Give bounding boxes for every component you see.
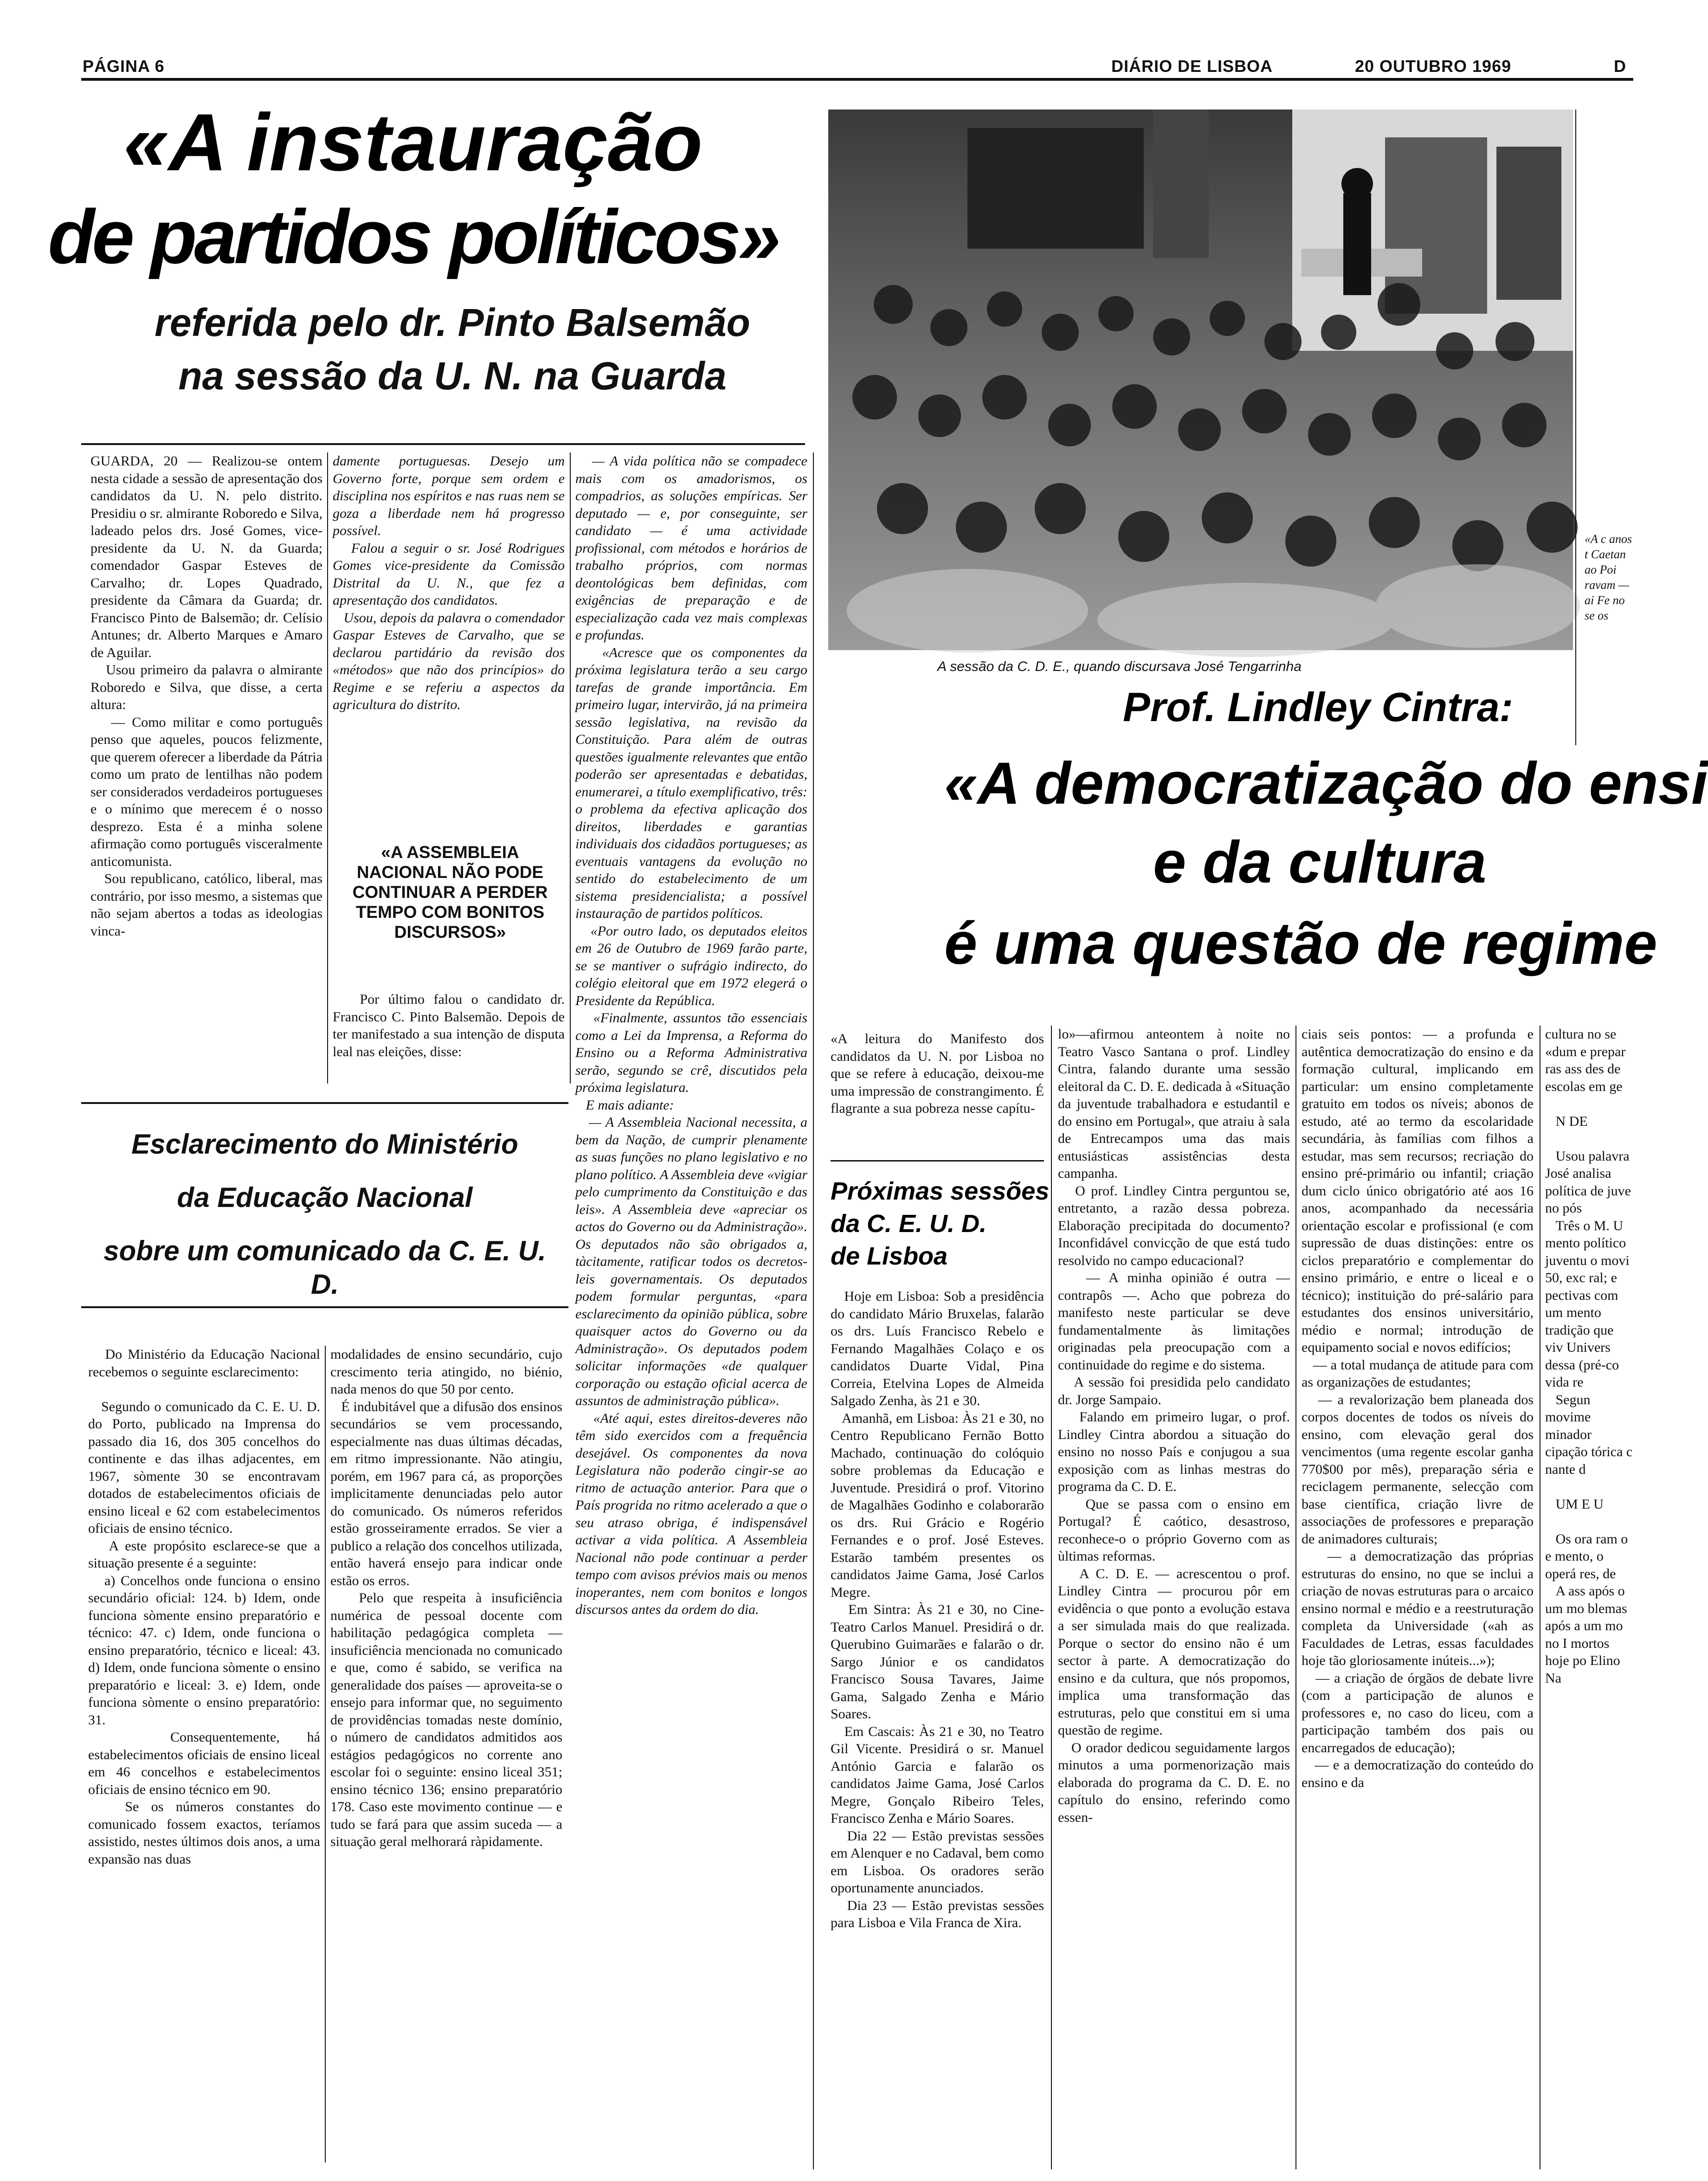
article1-box-heading: «A ASSEMBLEIA NACIONAL NÃO PODE CONTINUAR A PERDER TEMPO COM BONITOS DISCURSOS»	[352, 843, 548, 942]
article2-headline-line1: Esclarecimento do Ministério	[131, 1129, 518, 1160]
column-divider	[325, 1346, 326, 2162]
article3-headline-line2: e da cultura	[1153, 829, 1487, 896]
article1-headline-line1: «A instauração	[123, 97, 703, 188]
sessions-headline-line2: da C. E. U. D.	[831, 1210, 987, 1238]
session-photo	[828, 110, 1573, 650]
newspaper-name: DIÁRIO DE LISBOA	[1111, 57, 1273, 76]
sessions-body: Hoje em Lisboa: Sob a presidência do candidato Mário Bruxelas, falarão os drs. Luís Francisco Rebelo e Fernando Magalhães Colaço e os candidatos Duarte Vidal, Pina Correia, Etelvina Lopes de Almeida Salgado Zenha, às 21 e 30. Amanhã, em Lisboa: Às 21 e 30, no Centro Republicano Fernão Botto Machado, continuação do colóquio sobre problemas da Educação e Juventude. Presidirá o prof. Vitorino de Magalhães Godinho e colaborarão os drs. Rui Grácio e Rogério Fernandes e o prof. José Esteves. Estarão também presentes os candidatos Jaime Gama, José Carlos Megre. Em Sintra: Às 21 e 30, no Cine-Teatro Carlos Manuel. Presidirá o dr. Querubino Guimarães e falarão o dr. Sargo Júnior e os candidatos Francisco Sousa Tavares, Jaime Gama, Salgado Zenha e Mário Soares. Em Cascais: Às 21 e 30, no Teatro Gil Vicente. Presidirá o sr. Manuel António Garcia e falarão os candidatos Jaime Gama, José Carlos Megre, Gonçalo Ribeiro Teles, Francisco Zenha e Mário Soares. Dia 22 — Estão previstas sessões em Alenquer e no Cadaval, bem como em Lisboa. Os oradores serão oportunamente anunciados. Dia 23 — Estão previstas sessões para Lisboa e Vila Franca de Xira.	[831, 1289, 1044, 1930]
photo-caption: A sessão da C. D. E., quando discursava José Tengarrinha	[937, 659, 1302, 674]
header-rule	[81, 78, 1633, 81]
article2-headline-line3: sobre um comunicado da C. E. U. D.	[103, 1235, 546, 1300]
article3-headline-line1: «A democratização do ensi	[944, 750, 1708, 817]
page-number: PÁGINA 6	[83, 57, 165, 76]
column-divider	[813, 452, 814, 2169]
edge-article-fragment: «A c anos t Caetan ao Poi ravam —ai Fe no se os	[1585, 532, 1635, 622]
article3-intro: «A leitura do Manifesto dos candidatos da U. N. por Lisboa no que se refere à educação, deixou-me uma impressão de constrangimento. É flagrante a sua pobreza nesse capítu-	[831, 1031, 1048, 1116]
article3-headline-line3: é uma questão de regime	[944, 910, 1657, 977]
article3-column3: ciais seis pontos: — a profunda e autêntica democratização do ensino e da formação cultural, implicando em particular: um ensino completamente gratuito em todos os níveis; abonos de estudo, até ao termo da escolaridade secundária, às famílias com filhos a estudar, mas sem recursos; recriação do ensino pré-primário ou infantil; criação dum ciclo único obrigatório até aos 16 anos, acompanhado da necessária orientação escolar e profissional (e com supressão de duas distinções: entre os ciclos preparatório e complementar do ensino primário, e entre o liceal e o técnico); instituição do pré-salário para estudantes dos ensinos universitário, médio e normal; introdução de equipamento social e novos edifícios; — a total mudança de atitude para com as organizações de estudantes; — a revalorização bem planeada dos corpos docentes de todos os níveis do ensino, com elevação geral dos vencimentos (uma regente escolar ganha 770$00 por mês), preparação séria e reciclagem permanente, selecção com base científica, criação livre de associações de professores e preparação de animadores culturais; — a democratização das próprias estruturas do ensino, no que se inclui a criação de novas estruturas para o arcaico ensino normal e médio e a reestruturação completa da Universidade («ah as Faculdades de Letras, essas faculdades hoje tão gloriosamente inúteis...»); — a criação de órgãos de debate livre (com a participação de alunos e professores e, no caso do liceu, com a participação também dos pais ou encarregados de educação); — e a democratização do conteúdo do ensino e da	[1302, 1026, 1534, 1790]
column-divider	[1051, 1026, 1052, 2169]
column-divider	[570, 452, 571, 1084]
article3-column4-fragment: cultura no se «dum e prepar ras ass des de escolas em ge N DE Usou palavra José analisa política de juve no pós Três o M. U mento político juventu o movi 50, exc ral; e pectivas com um mento tradição que viv Univers dessa (pré-co vida re Segun movime minador cipação tórica c nante d UM E U Os ora ram o e mento, o operá res, de A ass após o um mo blemas após a um mo no I mortos hoje po Elino Na	[1545, 1026, 1633, 1686]
article1-subhead-line1: referida pelo dr. Pinto Balsemão	[155, 301, 750, 344]
article1-column2a: damente portuguesas. Desejo um Governo forte, porque sem ordem e disciplina nos espíritos e nas ruas nem se goza a liberdade nem há progresso possível. Falou a seguir o sr. José Rodrigues Gomes vice-presidente da Comissão Distrital da U. N., que fez a apresentação dos candidatos. Usou, depois da palavra o comendador Gaspar Esteves de Carvalho, que se declarou partidário da revisão dos «métodos» que não dos princípios» do Regime e se referiu a aspectos da agricultura do distrito.	[333, 453, 565, 712]
sessions-top-rule	[831, 1160, 1044, 1161]
column-divider	[1575, 110, 1576, 745]
article3-kicker: Prof. Lindley Cintra:	[1123, 684, 1513, 730]
article1-column1: GUARDA, 20 — Realizou-se ontem nesta cidade a sessão de apresentação dos candidatos da U. N. pelo distrito. Presidiu o sr. almirante Roboredo e Silva, ladeado pelos drs. José Gomes, vice-presidente da U. N. da Guarda; comendador Gaspar Esteves de Carvalho; dr. Lopes Quadrado, presidente da Câmara da Guarda; dr. Francisco Pinto de Balsemão; dr. Celísio Antunes; dr. Alberto Marques e Amaro de Aguilar. Usou primeiro da palavra o almirante Roboredo e Silva, que disse, a certa altura: — Como militar e como português penso que aqueles, poucos felizmente, que querem oferecer a liberdade da Pátria como um prato de lentilhas não podem ser considerados verdadeiros portugueses e o mínimo que merecem é o nosso desprezo. Esta é a minha solene afirmação como português visceralmente anticomunista. Sou republicano, católico, liberal, mas contrário, por isso mesmo, a sistemas que não sejam abertos a todas as ideologias vinca-	[90, 453, 323, 939]
article1-top-rule	[81, 443, 805, 445]
article1-subhead-line2: na sessão da U. N. na Guarda	[178, 354, 727, 398]
issue-date: 20 OUTUBRO 1969	[1355, 57, 1512, 76]
sessions-headline-line1: Próximas sessões	[831, 1177, 1050, 1205]
article1-column2b: Por último falou o candidato dr. Francisco C. Pinto Balsemão. Depois de ter manifestado a sua intenção de disputa leal nas eleições, disse:	[333, 992, 568, 1059]
article2-headline-line2: da Educação Nacional	[177, 1182, 473, 1213]
sessions-headline-line3: de Lisboa	[831, 1242, 948, 1270]
crowd-photo-illustration	[828, 110, 1573, 650]
article2-column2: modalidades de ensino secundário, cujo crescimento teria atingido, no biénio, nada menos do que 50 por cento. É indubitável que a difusão dos ensinos secundários se vem processando, especialmente nas duas últimas décadas, em ritmo impressionante. Não atingiu, porém, em 1967 para cá, as proporções implicitamente denunciadas pelo autor do comunicado. Os números referidos estão grosseiramente errados. Se vier a publico a relação dos concelhos utilizada, então haverá ensejo para indicar onde estão os erros. Pelo que respeita à insuficiência numérica de pessoal docente com habilitação pedagógica completa — insuficiência mencionada no comunicado e que, como é sabido, se verifica na generalidade dos países — aproveita-se o ensejo para informar que, no seguimento de providências tomadas neste domínio, o número de candidatos admitidos aos estágios pedagógicos no corrente ano escolar foi o seguinte: ensino liceal 351; ensino técnico 136; ensino preparatório 178. Caso este movimento continue — e tudo se fará para que assim suceda — a situação geral melhorará ràpidamente.	[330, 1347, 563, 1849]
edge-letter: D	[1614, 57, 1626, 76]
article2-bottom-rule	[81, 1306, 568, 1308]
article2-top-rule	[81, 1102, 568, 1104]
article3-column2: lo»—afirmou anteontem à noite no Teatro Vasco Santana o prof. Lindley Cintra, falando durante uma sessão eleitoral da C. D. E. dedicada à «Situação da juventude trabalhadora e estudantil e do ensino em Portugal», que atraiu à sala de Entrecampos uma das mais entusiásticas assistências desta campanha. O prof. Lindley Cintra perguntou se, entretanto, a razão dessa pobreza. Elaboração precipitada do documento? Inconfidável convicção de que está tudo resolvido no campo educacional? — A minha opinião é outra — contrapôs —. Acho que pobreza do manifesto neste particular se deve fundamentalmente às limitações originadas pela preocupação com a continuidade do regime e do sistema. A sessão foi presidida pelo candidato dr. Jorge Sampaio. Falando em primeiro lugar, o prof. Lindley Cintra abordou a situação do ensino no nosso País e conjugou a sua exposição com as linhas mestras do programa da C. D. E. Que se passa com o ensino em Portugal? É caótico, desastroso, reconhece-o o próprio Governo com as ùltimas reformas. A C. D. E. — acrescentou o prof. Lindley Cintra — procurou pôr em evidência o que ponto a evolução estava a ser simulada mais do que realizada. Porque o sector do ensino não é um sector à parte. A democratização do ensino e da cultura, que nós propomos, implica uma transformação das estruturas, pelo que constitui em si uma questão de regime. O orador dedicou seguidamente largos minutos a uma pormenorização mais elaborada do programa da C. D. E. no capítulo do ensino, referindo como essen-	[1058, 1026, 1290, 1825]
article1-headline-line2: de partidos políticos»	[48, 194, 778, 279]
article1-column3: — A vida política não se compadece mais com os amadorismos, os compadrios, as soluções empíricas. Ser deputado — e, por conseguinte, ser candidato — é uma actividade profissional, com métodos e horários de trabalho próprios, com normas deontológicas bem definidas, com exigências de preparação e de especialização cada vez mais complexas e profundas. «Acresce que os componentes da próxima legislatura terão a seu cargo tarefas de grande importância. Em primeiro lugar, intervirão, já na primeira sessão legislativa, na revisão da Constituição. Para além de outras questões igualmente relevantes que então poderão ser apresentadas e debatidas, enumerarei, a título exemplificativo, três: o problema da efectiva aplicação dos direitos, liberdades e garantias individuais dos cidadãos portugueses; as eventuais vantagens da evolução no sentido do estabelecimento de um sistema presidencialista; a possível instauração de partidos políticos. «Por outro lado, os deputados eleitos em 26 de Outubro de 1969 farão parte, se se mantiver o sufrágio indirecto, do colégio eleitoral que em 1972 elegerá o Presidente da República. «Finalmente, assuntos tão essenciais como a Lei da Imprensa, a Reforma do Ensino ou a Reforma Administrativa serão, segundo se crê, discutidos pela próxima legislatura. E mais adiante: — A Assembleia Nacional necessita, a bem da Nação, de cumprir plenamente as suas funções no plano legislativo e no plano político. A Assembleia deve «vigiar pelo cumprimento da Constituição e das leis». A Assembleia deve «apreciar os actos do Governo ou da Administração». Os deputados não são obrigados a, tàcitamente, ratificar todos os decretos-leis governamentais. Os deputados podem formular perguntas, «para esclarecimento da opinião pública, sobre quaisquer actos do Governo ou da Administração». Os deputados podem solicitar informações «de qualquer corporação ou estação oficial acerca de assuntos de administração pública». «Até aqui, estes direitos-deveres não têm sido exercidos com a frequência desejável. Os componentes da nova Legislatura não poderão cingir-se ao ritmo de actuação anterior. Para que o País progrida no ritmo acelerado a que o seu atraso obriga, é indispensável activar a vida política. A Assembleia Nacional não pode continuar a perder tempo com avisos prévios mais ou menos inoperantes, nem com bonitos e longos discursos antes da ordem do dia.	[575, 453, 808, 1617]
column-divider	[327, 452, 328, 1084]
article2-column1: Do Ministério da Educação Nacional recebemos o seguinte esclarecimento: Segundo o comunicado da C. E. U. D. do Porto, publicado na Imprensa do passado dia 16, dos 305 concelhos do continente e das ilhas adjacentes, em 1967, sòmente 30 se encontravam dotados de estabelecimentos oficiais de ensino liceal e 62 com estabelecimentos oficiais de ensino técnico. A este propósito esclarece-se que a situação presente é a seguinte: a) Concelhos onde funciona o ensino secundário oficial: 124. b) Idem, onde funciona sòmente ensino preparatório e técnico: 47. c) Idem, onde funciona o ensino preparatório, técnico e liceal: 43. d) Idem, onde funciona sòmente o ensino preparatório e liceal: 3. e) Idem, onde funciona sòmente o ensino preparatório: 31. Consequentemente, há estabelecimentos oficiais de ensino liceal em 46 concelhos e estabelecimentos oficiais de ensino técnico em 90. Se os números constantes do comunicado fossem exactos, teríamos assistido, nestes últimos dois anos, a uma expansão nas duas	[88, 1347, 321, 1867]
